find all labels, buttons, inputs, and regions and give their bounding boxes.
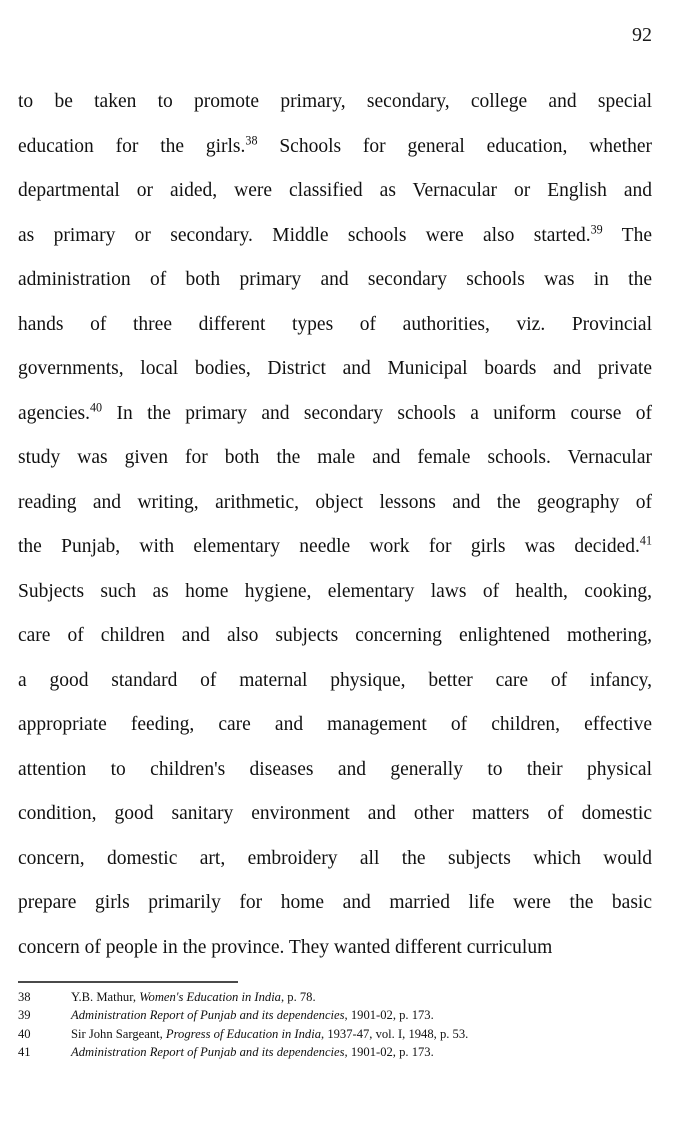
footnote-title: Administration Report of Punjab and its dependencies, (71, 1044, 348, 1059)
body-line: reading and writing, arithmetic, object lessons and the geography of (18, 491, 652, 513)
footnote-number: 39 (18, 1008, 31, 1023)
body-line: attention to children's diseases and generally to their physical (18, 758, 652, 780)
page-number: 92 (632, 24, 652, 46)
body-line: concern of people in the province. They wanted different curriculum (18, 936, 553, 958)
footnote-text: Y.B. Mathur, Women's Education in India, p. 78. (71, 990, 316, 1004)
body-line: departmental or aided, were classified as Vernacular or English and (18, 180, 652, 201)
body-line: as primary or secondary. Middle schools were also started.$^{39}$ The (18, 222, 652, 246)
body-text-block (18, 80, 652, 970)
footnote-marker: 41 (639, 533, 652, 548)
footnote-text: Sir John Sargeant, Progress of Education in India, 1937-47, vol. I, 1948, p. 53. (71, 1026, 469, 1041)
body-line: governments, local bodies, District and Municipal boards and private (18, 358, 652, 379)
footnote-marker: 38 (245, 133, 258, 147)
body-line: agencies.$^{40}$ In the primary and secondary schools a uniform course of (18, 400, 652, 424)
body-line: hands of three different types of authorities, viz. Provincial (18, 313, 652, 335)
body-line: study was given for both the male and female schools. Vernacular (18, 447, 652, 468)
body-line: condition, good sanitary environment and other matters of domestic (18, 803, 652, 824)
footnote-number: 41 (18, 1044, 31, 1059)
body-line: prepare girls primarily for home and married life were the basic (18, 892, 652, 913)
footnote-item (18, 1006, 678, 1024)
body-line: administration of both primary and secondary schools was in the (18, 269, 652, 290)
footnote-number: 40 (18, 1026, 31, 1041)
body-line: concern, domestic art, embroidery all the subjects which would (18, 847, 652, 869)
body-line: education for the girls.$^{38}$ Schools for general education, whether (18, 133, 652, 157)
footnote-marker: 39 (590, 222, 603, 236)
body-line: to be taken to promote primary, secondary, college and special (18, 91, 652, 112)
body-line: a good standard of maternal physique, better care of infancy, (18, 669, 652, 691)
footnote-number: 38 (18, 990, 31, 1004)
body-line: care of children and also subjects concerning enlightened mothering, (18, 625, 652, 646)
footnote-item (18, 988, 678, 1006)
body-line: the Punjab, with elementary needle work for girls was decided.$^{41}$ (18, 533, 652, 557)
footnote-title: Administration Report of Punjab and its dependencies (71, 1008, 345, 1023)
footnote-marker: 40 (90, 400, 103, 414)
footnote-title: Progress of Education in India (165, 1026, 322, 1041)
footnote-item (18, 1043, 678, 1061)
footnote-text: Administration Report of Punjab and its dependencies, 1901-02, p. 173. (71, 1044, 434, 1059)
footnote-separator-rule (18, 981, 238, 983)
footnote-list (18, 988, 678, 1061)
footnote-text: Administration Report of Punjab and its dependencies, 1901-02, p. 173. (71, 1008, 434, 1023)
body-line: Subjects such as home hygiene, elementary laws of health, cooking, (18, 580, 652, 602)
body-line: appropriate feeding, care and management of children, effective (18, 714, 652, 735)
footnote-title: Women's Education in India (139, 990, 281, 1004)
footnote-item (18, 1025, 678, 1043)
